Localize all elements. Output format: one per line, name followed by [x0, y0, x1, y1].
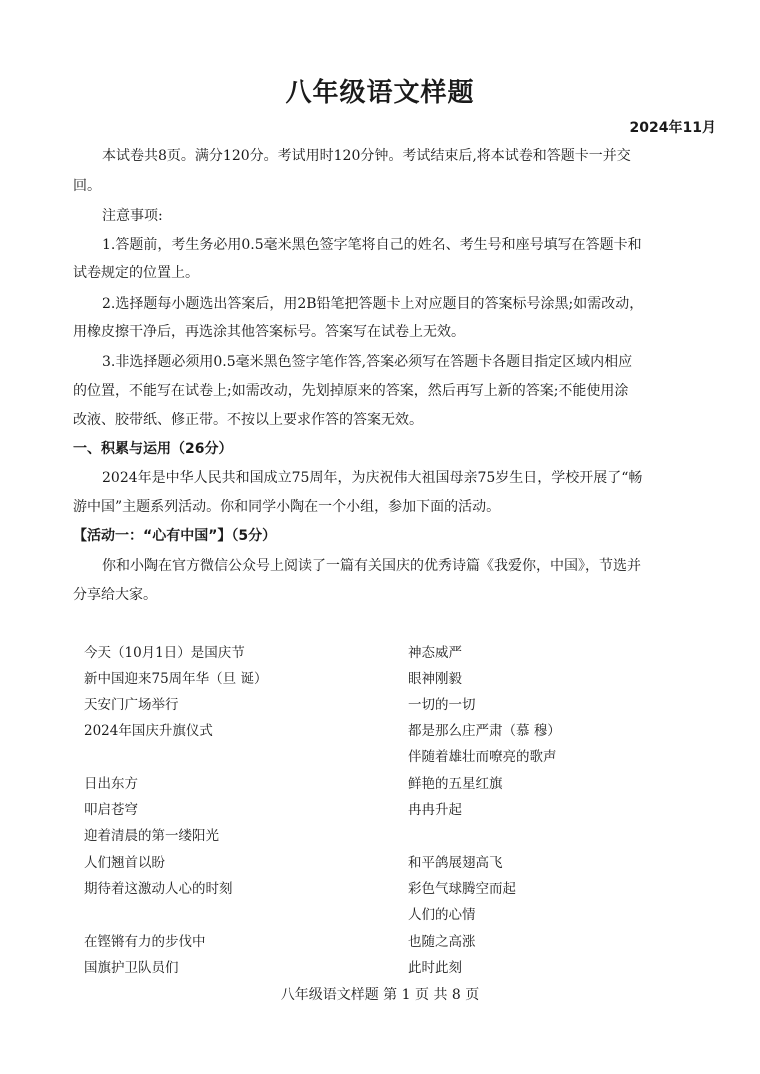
page-title: 八年级语文样题	[285, 78, 475, 108]
poem-line: 2024年国庆升旗仪式	[84, 723, 213, 739]
poem-line: 人们的心情	[408, 907, 476, 923]
note-item: 用橡皮擦干净后，再选涂其他答案标号。答案写在试卷上无效。	[73, 324, 465, 340]
poem-line: 天安门广场举行	[84, 697, 179, 713]
activity-paragraph: 你和小陶在官方微信公众号上阅读了一篇有关国庆的优秀诗篇《我爱你，中国》，节选并	[102, 558, 641, 574]
notes-label: 注意事项:	[102, 208, 163, 224]
poem-line: 日出东方	[84, 776, 138, 792]
poem-line: 人们翘首以盼	[84, 855, 165, 871]
note-item: 的位置，不能写在试卷上;如需改动，先划掉原来的答案，然后再写上新的答案;不能使用涂	[73, 383, 629, 399]
poem-line: 彩色气球腾空而起	[408, 881, 516, 897]
section-paragraph: 2024年是中华人民共和国成立75周年，为庆祝伟大祖国母亲75岁生日，学校开展了“畅	[102, 470, 643, 486]
poem-line: 在铿锵有力的步伐中	[84, 934, 206, 950]
poem-line: 叩启苍穹	[84, 802, 138, 818]
section-paragraph: 游中国”主题系列活动。你和同学小陶在一个小组，参加下面的活动。	[73, 499, 501, 515]
note-item: 1.答题前，考生务必用0.5毫米黑色签字笔将自己的姓名、考生号和座号填写在答题卡和	[102, 237, 642, 253]
poem-line: 神态威严	[408, 645, 462, 661]
poem-line: 今天（10月1日）是国庆节	[84, 645, 245, 661]
poem-line: 也随之高涨	[408, 934, 476, 950]
section-heading: 一、积累与运用（26分）	[73, 441, 233, 457]
poem-line: 国旗护卫队员们	[84, 960, 179, 976]
note-item: 3.非选择题必须用0.5毫米黑色签字笔作答,答案必须写在答题卡各题目指定区域内相应	[102, 354, 633, 370]
poem-line: 都是那么庄严肃（慕 穆）	[408, 723, 561, 739]
poem-line: 和平鸽展翅高飞	[408, 855, 503, 871]
page-footer: 八年级语文样题 第 1 页 共 8 页	[280, 987, 480, 1003]
activity-paragraph: 分享给大家。	[73, 587, 157, 603]
note-item: 2.选择题每小题选出答案后，用2B铅笔把答题卡上对应题目的答案标号涂黑;如需改动，	[102, 296, 644, 312]
exam-date: 2024年11月	[629, 120, 716, 136]
poem-line: 眼神刚毅	[408, 671, 462, 687]
activity-heading: 【活动一：“心有中国”】（5分）	[73, 528, 277, 544]
poem-line: 冉冉升起	[408, 802, 462, 818]
intro-line: 回。	[73, 178, 101, 194]
note-item: 试卷规定的位置上。	[73, 265, 199, 281]
poem-line: 鲜艳的五星红旗	[408, 776, 503, 792]
poem-line: 迎着清晨的第一缕阳光	[84, 828, 219, 844]
poem-line: 一切的一切	[408, 697, 476, 713]
poem-line: 伴随着雄壮而嘹亮的歌声	[408, 749, 557, 765]
poem-line: 此时此刻	[408, 960, 462, 976]
intro-line: 本试卷共8页。满分120分。考试用时120分钟。考试结束后,将本试卷和答题卡一并交	[102, 148, 631, 164]
note-item: 改液、胶带纸、修正带。不按以上要求作答的答案无效。	[73, 412, 423, 428]
poem-line: 期待着这激动人心的时刻	[84, 881, 233, 897]
poem-line: 新中国迎来75周年华（旦 诞）	[84, 671, 268, 687]
